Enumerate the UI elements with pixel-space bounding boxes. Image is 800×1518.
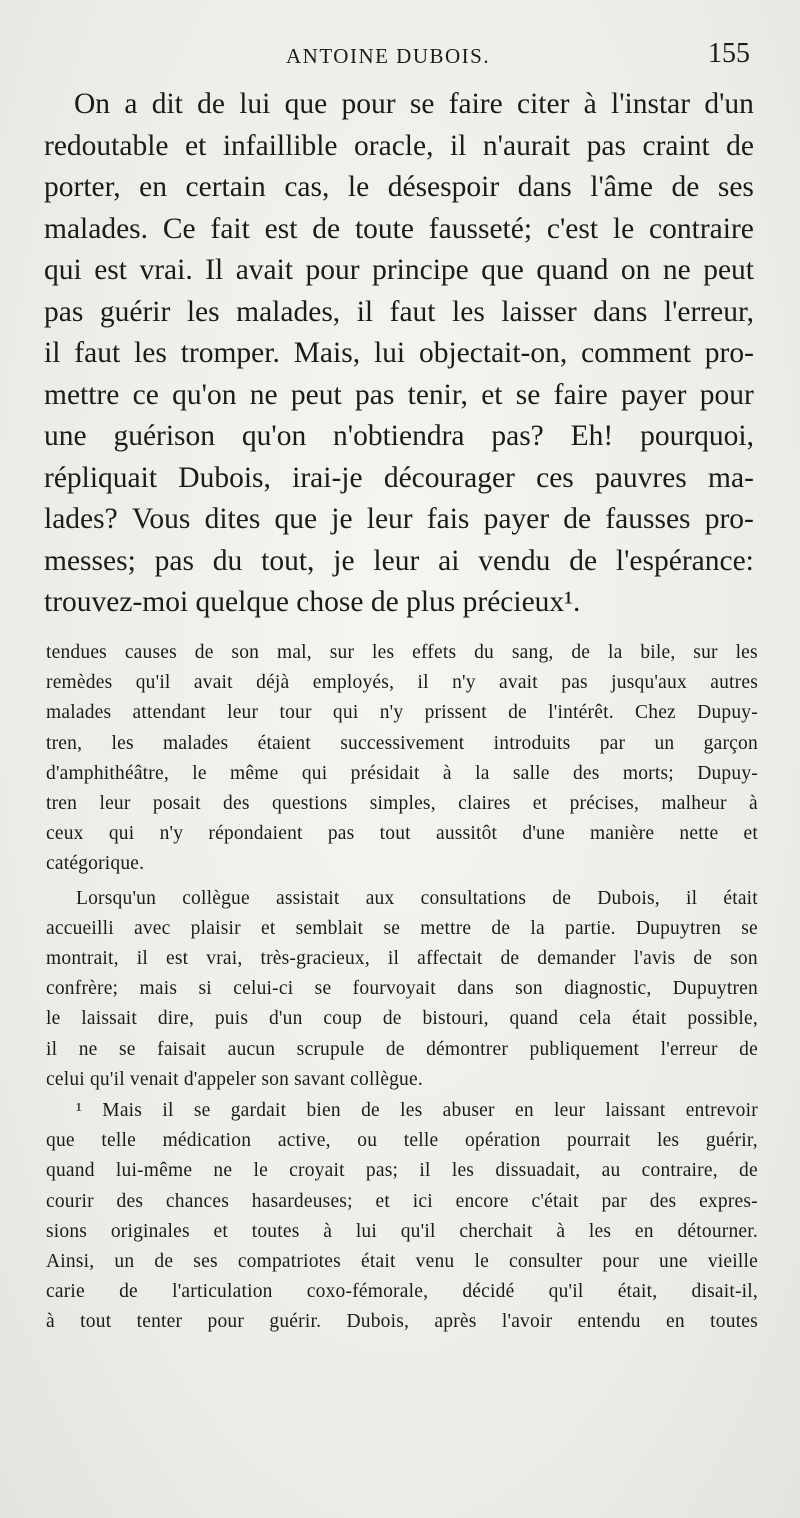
footnote-line: Ainsi, un de ses compatriotes était venu le consulter pour une vieille: [46, 1251, 758, 1273]
text-line: celui qu'il venait d'appeler son savant collègue.: [46, 1068, 423, 1090]
footnote-line: quand lui-même ne le croyait pas; il les dissuadait, au contraire, de: [46, 1160, 758, 1182]
text-line: lades? Vous dites que je leur fais payer de fausses pro-: [44, 503, 754, 535]
text-line: redoutable et infaillible oracle, il n'aurait pas craint de: [44, 129, 754, 162]
text-line: il ne se faisait aucun scrupule de démontrer publiquement l'erreur de: [46, 1038, 758, 1060]
text-line: mettre ce qu'on ne peut pas tenir, et se faire payer pour: [44, 378, 754, 411]
footnote-line: à tout tenter pour guérir. Dubois, après l'avoir entendu en toutes: [46, 1311, 758, 1333]
text-line: On a dit de lui que pour se faire citer à l'instar d'un: [74, 88, 754, 120]
text-line: tendues causes de son mal, sur les effets du sang, de la bile, sur les: [46, 642, 758, 663]
text-line: porter, en certain cas, le désespoir dans l'âme de ses: [44, 171, 754, 203]
running-title: ANTOINE DUBOIS.: [286, 44, 491, 68]
text-line: accueilli avec plaisir et semblait se mettre de la partie. Dupuytren se: [46, 917, 758, 939]
footnote-line: ¹ Mais il se gardait bien de les abuser en leur laissant entrevoir: [76, 1100, 758, 1121]
text-line: malades attendant leur tour qui n'y prissent de l'intérêt. Chez Dupuy-: [46, 702, 758, 724]
text-line: remèdes qu'il avait déjà employés, il n'y avait pas jusqu'aux autres: [46, 672, 758, 694]
footnote: [46, 1096, 758, 1338]
text-line: tren leur posait des questions simples, claires et précises, malheur à: [46, 793, 758, 815]
footnote-line: que telle médication active, ou telle opération pourrait les guérir,: [46, 1130, 758, 1152]
text-line: ceux qui n'y répondaient pas tout aussitôt d'une manière nette et: [46, 823, 758, 845]
text-line: confrère; mais si celui-ci se fourvoyait dans son diagnostic, Dupuytren: [46, 978, 758, 1000]
text-line: montrait, il est vrai, très-gracieux, il affectait de demander l'avis de son: [46, 948, 758, 970]
text-line: malades. Ce fait est de toute fausseté; c'est le contraire: [44, 212, 754, 245]
text-line: pas guérir les malades, il faut les laisser dans l'erreur,: [44, 295, 754, 328]
continued-note: [46, 638, 758, 1095]
text-line: une guérison qu'on n'obtiendra pas? Eh! pourquoi,: [44, 420, 754, 452]
text-line: il faut les tromper. Mais, lui objectait-on, comment pro-: [44, 337, 754, 369]
running-head: [0, 38, 800, 78]
footnote-line: carie de l'articulation coxo-fémorale, décidé qu'il était, disait-il,: [46, 1281, 758, 1303]
text-line: le laissait dire, puis d'un coup de bistouri, quand cela était possible,: [46, 1008, 758, 1030]
text-line: tren, les malades étaient successivement introduits par un garçon: [46, 732, 758, 754]
text-line: d'amphithéâtre, le même qui présidait à la salle des morts; Dupuy-: [46, 762, 758, 784]
footnote-line: courir des chances hasardeuses; et ici encore c'était par des expres-: [46, 1190, 758, 1212]
main-paragraph: [44, 84, 754, 624]
text-line: catégorique.: [46, 853, 145, 875]
text-line: répliquait Dubois, irai-je décourager ces pauvres ma-: [44, 461, 754, 494]
text-line: Lorsqu'un collègue assistait aux consultations de Dubois, il était: [76, 887, 758, 909]
footnote-line: sions originales et toutes à lui qu'il cherchait à les en détourner.: [46, 1220, 758, 1242]
page-number: 155: [708, 38, 750, 69]
text-line: trouvez-moi quelque chose de plus précieux¹.: [44, 586, 581, 618]
text-line: messes; pas du tout, je leur ai vendu de l'espérance:: [44, 544, 754, 577]
text-line: qui est vrai. Il avait pour principe que quand on ne peut: [44, 254, 754, 286]
